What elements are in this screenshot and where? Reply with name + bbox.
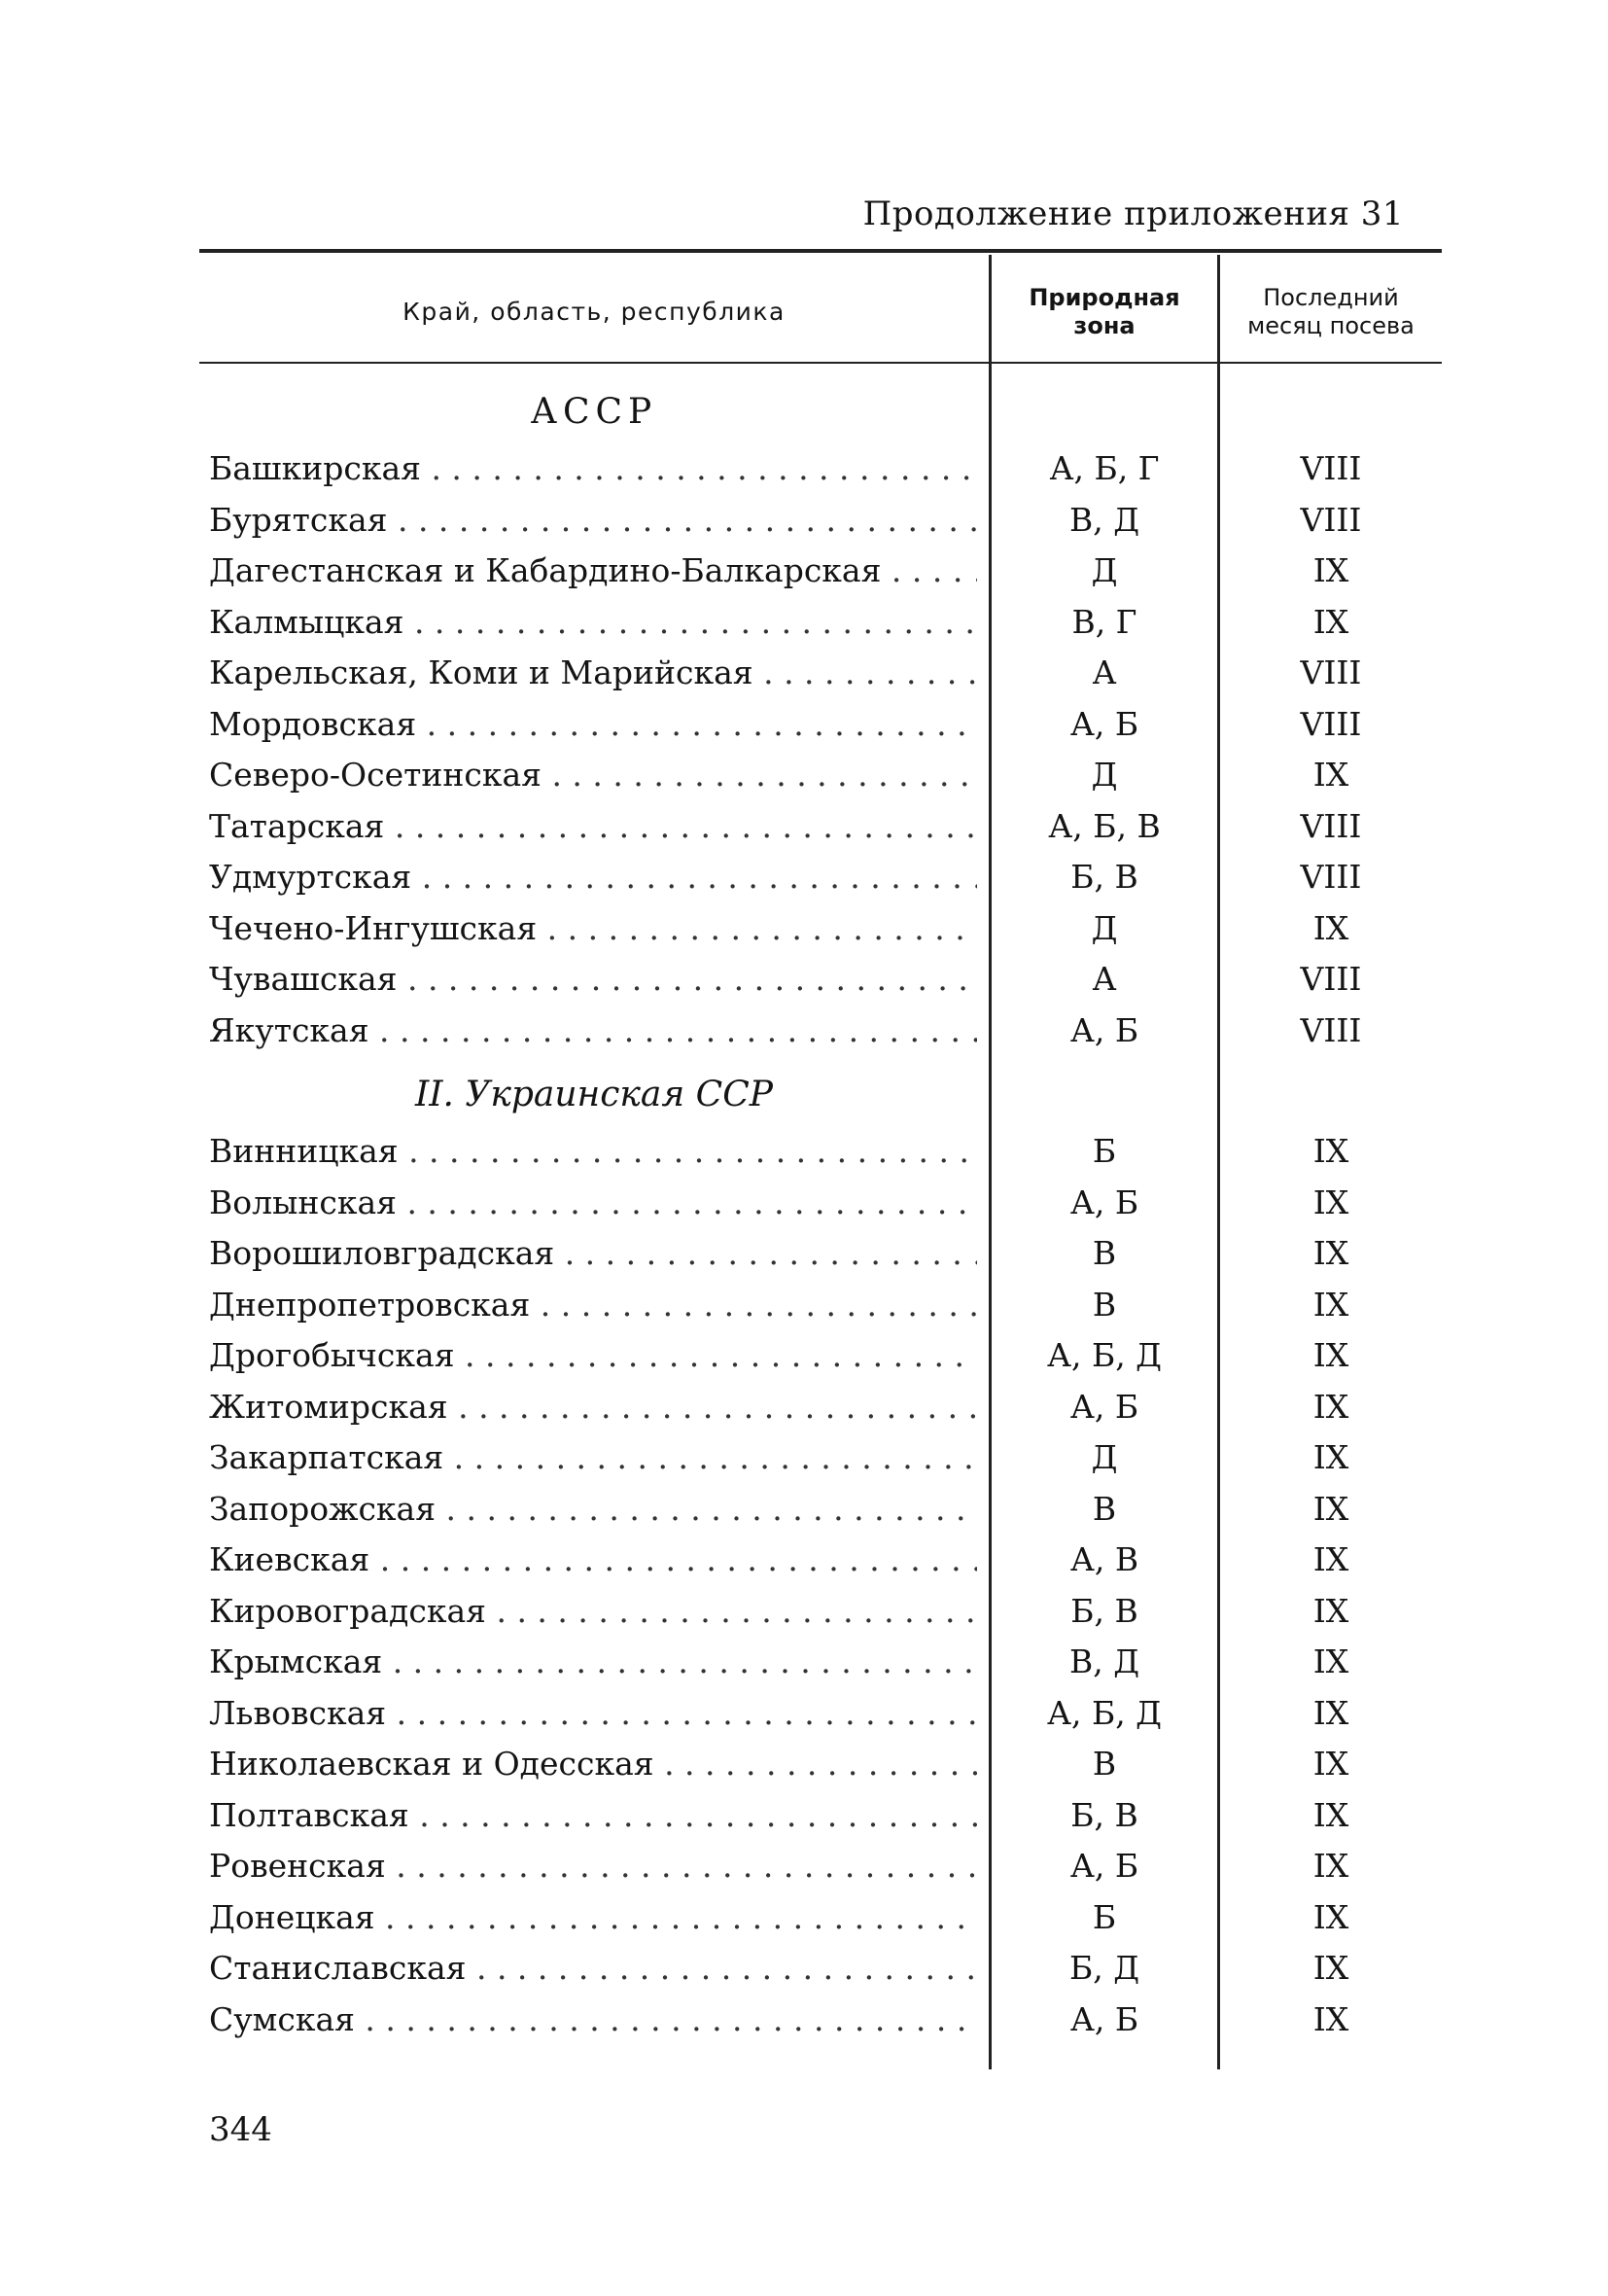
table-row (0, 1438, 1608, 1489)
table-row (0, 1336, 1608, 1387)
header-month (1220, 284, 1442, 340)
table-row (0, 653, 1608, 704)
row-region-name: Дагестанская и Кабардино-Балкарская . . . (209, 551, 977, 589)
header-region: Край, область, республика (402, 298, 786, 326)
table-row (0, 1540, 1608, 1591)
table-row (0, 501, 1608, 551)
row-natural-zone: А, Б, Д (1046, 1336, 1163, 1374)
row-natural-zone: А, Б (1069, 1010, 1139, 1049)
row-region-name: Бурятская . . . (209, 501, 977, 539)
row-last-sowing-month: IX (1312, 1234, 1349, 1272)
table-row (0, 756, 1608, 806)
header-month-line2: месяц посева (1247, 312, 1415, 339)
row-last-sowing-month: IX (1312, 1795, 1349, 1834)
row-last-sowing-month: IX (1312, 1438, 1349, 1476)
row-natural-zone: А, Б (1069, 1387, 1139, 1426)
row-region-name: Карельская, Коми и Марийская . . . (209, 653, 977, 691)
row-region-name: Чечено-Ингушская . . . (209, 909, 977, 947)
table-row (0, 1388, 1608, 1438)
row-region-name: Львовская . . . (209, 1694, 977, 1732)
row-natural-zone: Д (1091, 551, 1118, 589)
header-month-line1: Последний (1263, 284, 1399, 311)
row-region-name: Киевская . . . (209, 1540, 977, 1578)
table-row (0, 1796, 1608, 1847)
row-natural-zone: Д (1091, 756, 1118, 794)
row-natural-zone: В, Г (1071, 602, 1137, 641)
row-natural-zone: В (1092, 1745, 1117, 1783)
row-region-name: Северо-Осетинская . . . (209, 756, 977, 794)
row-natural-zone: А, Б, В (1048, 806, 1161, 845)
row-last-sowing-month: IX (1312, 1999, 1349, 2038)
row-natural-zone: А, Б, Д (1046, 1693, 1163, 1732)
row-region-name: Удмуртская . . . (209, 858, 977, 896)
table-row (0, 1490, 1608, 1540)
table-row (0, 1132, 1608, 1183)
row-natural-zone: Б, В (1070, 1795, 1138, 1834)
row-region-name: Ворошиловградская . . . (209, 1234, 977, 1272)
table-row (0, 705, 1608, 756)
row-natural-zone: А (1092, 960, 1117, 998)
row-region-name: Винницкая . . . (209, 1132, 977, 1170)
row-region-name: Полтавская . . . (209, 1796, 977, 1834)
row-region-name: Чувашская . . . (209, 960, 977, 998)
row-natural-zone: А, Б, Г (1049, 449, 1160, 487)
table-row (0, 1011, 1608, 1062)
row-last-sowing-month: IX (1312, 1847, 1349, 1885)
row-last-sowing-month: IX (1312, 1745, 1349, 1783)
row-last-sowing-month: IX (1312, 1643, 1349, 1680)
row-region-name: Волынская . . . (209, 1183, 977, 1221)
row-last-sowing-month: VIII (1300, 806, 1362, 845)
table-row (0, 909, 1608, 960)
table-row (0, 1592, 1608, 1643)
row-last-sowing-month: IX (1312, 1132, 1349, 1170)
row-last-sowing-month: VIII (1300, 960, 1362, 998)
row-last-sowing-month: VIII (1300, 500, 1362, 539)
table-row (0, 1643, 1608, 1693)
row-natural-zone: В (1092, 1285, 1117, 1324)
table-top-rule (199, 249, 1442, 253)
row-last-sowing-month: IX (1312, 602, 1349, 641)
row-region-name: Татарская . . . (209, 807, 977, 845)
row-region-name: Калмыцкая . . . (209, 603, 977, 641)
table-row (0, 449, 1608, 500)
row-region-name: Донецкая . . . (209, 1898, 977, 1936)
row-natural-zone: А, Б (1069, 1183, 1139, 1221)
row-region-name: Николаевская и Одесская . . . (209, 1745, 977, 1783)
row-last-sowing-month: IX (1312, 756, 1349, 794)
header-zone (992, 284, 1217, 340)
row-last-sowing-month: IX (1312, 1183, 1349, 1221)
row-natural-zone: Б, Д (1068, 1949, 1140, 1987)
row-region-name: Станиславская . . . (209, 1949, 977, 1987)
row-last-sowing-month: IX (1312, 1897, 1349, 1936)
row-last-sowing-month: IX (1312, 1336, 1349, 1374)
row-last-sowing-month: VIII (1300, 653, 1362, 691)
table-row (0, 603, 1608, 653)
table-row (0, 1234, 1608, 1285)
row-natural-zone: В, Д (1068, 1643, 1140, 1680)
row-natural-zone: В (1092, 1234, 1117, 1272)
row-natural-zone: Б (1092, 1897, 1117, 1936)
row-natural-zone: Д (1091, 908, 1118, 947)
row-region-name: Ровенская . . . (209, 1847, 977, 1885)
table-row (0, 807, 1608, 858)
row-last-sowing-month: IX (1312, 1285, 1349, 1324)
row-natural-zone: А, В (1069, 1540, 1139, 1578)
table-row (0, 1898, 1608, 1949)
row-natural-zone: А (1092, 653, 1117, 691)
table-row (0, 1694, 1608, 1745)
header-zone-line1: Природная (1029, 284, 1180, 311)
row-last-sowing-month: IX (1312, 1489, 1349, 1528)
section-title-ukrainian-ssr: II. Украинская ССР (415, 1075, 773, 1114)
row-region-name: Крымская . . . (209, 1643, 977, 1680)
row-natural-zone: В (1092, 1489, 1117, 1528)
row-last-sowing-month: IX (1312, 551, 1349, 589)
row-region-name: Житомирская . . . (209, 1388, 977, 1426)
table-row (0, 1745, 1608, 1795)
row-region-name: Сумская . . . (209, 2000, 977, 2038)
row-natural-zone: Д (1091, 1438, 1118, 1476)
row-region-name: Кировоградская . . . (209, 1592, 977, 1630)
page-number: 344 (209, 2110, 272, 2149)
row-last-sowing-month: IX (1312, 1387, 1349, 1426)
table-row (0, 2000, 1608, 2051)
section-title-assr: АССР (530, 392, 658, 432)
row-natural-zone: Б, В (1070, 1591, 1138, 1630)
row-region-name: Днепропетровская . . . (209, 1286, 977, 1324)
row-last-sowing-month: IX (1312, 1540, 1349, 1578)
row-last-sowing-month: VIII (1300, 704, 1362, 743)
row-region-name: Мордовская . . . (209, 705, 977, 743)
table-row (0, 960, 1608, 1010)
row-natural-zone: А, Б (1069, 704, 1139, 743)
row-region-name: Дрогобычская . . . (209, 1336, 977, 1374)
row-region-name: Закарпатская . . . (209, 1438, 977, 1476)
header-zone-line2: зона (1073, 312, 1136, 339)
table-row (0, 1847, 1608, 1897)
row-last-sowing-month: IX (1312, 1591, 1349, 1630)
table-row (0, 1286, 1608, 1336)
row-last-sowing-month: IX (1312, 1693, 1349, 1732)
row-region-name: Башкирская . . . (209, 449, 977, 487)
table-row (0, 1949, 1608, 1999)
row-natural-zone: А, Б (1069, 1847, 1139, 1885)
table-row (0, 551, 1608, 602)
row-last-sowing-month: VIII (1300, 449, 1362, 487)
row-natural-zone: А, Б (1069, 1999, 1139, 2038)
table-row (0, 1183, 1608, 1234)
row-last-sowing-month: VIII (1300, 1010, 1362, 1049)
page-caption: Продолжение приложения 31 (862, 194, 1404, 233)
table-row (0, 858, 1608, 908)
row-region-name: Якутская . . . (209, 1011, 977, 1049)
row-last-sowing-month: IX (1312, 908, 1349, 947)
table-header-rule (199, 362, 1442, 364)
row-natural-zone: Б (1092, 1132, 1117, 1170)
row-last-sowing-month: VIII (1300, 858, 1362, 896)
row-last-sowing-month: IX (1312, 1949, 1349, 1987)
row-region-name: Запорожская . . . (209, 1490, 977, 1528)
row-natural-zone: В, Д (1068, 500, 1140, 539)
row-natural-zone: Б, В (1070, 858, 1138, 896)
